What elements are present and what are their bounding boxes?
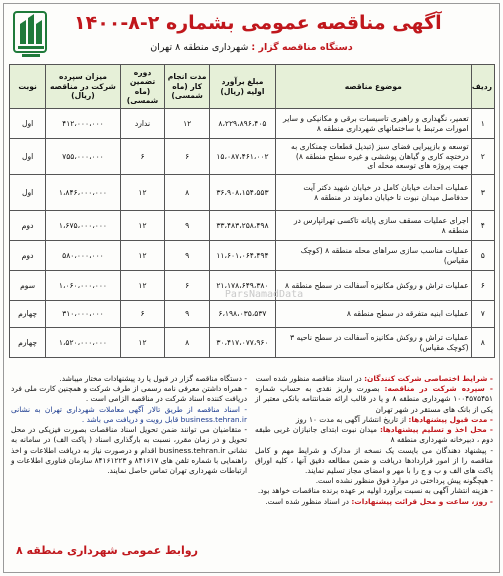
cell-subject: تعمیر، نگهداری و راهبری تاسیسات برقی و مکانیکی و سایر امورات مرتبط با ساختمانهای شهرداری منطقه ۸: [275, 109, 471, 139]
notes-right-column: [255, 374, 493, 507]
note-item: - شرایط اختصاصی شرکت کنندگان: در اسناد مناقصه منظور شده است: [255, 374, 493, 383]
table-row: [10, 139, 495, 175]
cell-warranty: ۶: [120, 301, 165, 328]
note-item: - اسناد مناقصه از طریق تالار آگهی معاملات شهرداری تهران به نشانی business.tehran.ir قابل رویت و دریافت می باشد .: [11, 404, 247, 424]
cell-duration: ۸: [165, 328, 210, 358]
cell-duration: ۹: [165, 301, 210, 328]
cell-subject: عملیات ابنیه متفرقه در سطح منطقه ۸: [275, 301, 471, 328]
cell-no: ۲: [471, 139, 494, 175]
cell-deposit: ۳۱۰،۰۰۰،۰۰۰: [46, 301, 120, 328]
cell-duration: ۸: [165, 175, 210, 211]
note-item: - مدت قبول پیشنهادها: از تاریخ انتشار آگهی به مدت ۱۰ روز: [295, 414, 493, 424]
note-item: - همراه داشتن معرفی نامه رسمی از طرف شرکت و همچنین کارت ملی فرد دریافت کننده اسناد شرکت در مناقصه الزامی است .: [11, 384, 247, 404]
ad-page: [3, 3, 500, 573]
cell-subject: عملیات تراش و روکش مکانیزه آسفالت در سطح ناحیه ۳ (کوچک مقیاس): [275, 328, 471, 358]
cell-warranty: ۱۲: [120, 328, 165, 358]
cell-no: ۷: [471, 301, 494, 328]
cell-no: ۸: [471, 328, 494, 358]
cell-no: ۴: [471, 211, 494, 241]
cell-no: ۵: [471, 241, 494, 271]
cell-subject: توسعه و بازپیرایی فضای سبز (تبدیل قطعات چمنکاری به درختچه کاری و گیاهان پوششی و غیره سطح منطقه ۸) جهت پروژه های توسعه محله ای: [275, 139, 471, 175]
ad-title: آگهی مناقصه عمومی بشماره ۲-۸-۱۴۰۰: [74, 12, 442, 34]
table-header-row: [10, 65, 495, 109]
table-row: [10, 211, 495, 241]
cell-estimate: ۸،۲۲۹،۸۹۶،۴۰۵: [209, 109, 275, 139]
tehran-municipality-logo-icon: [10, 8, 50, 60]
subtitle-label: دستگاه مناقصه گزار :: [251, 42, 353, 53]
cell-deposit: ۱،۵۲۰،۰۰۰،۰۰۰: [46, 328, 120, 358]
cell-subject: عملیات احداث خیابان کامل در خیابان شهید دکتر آیت حدفاصل میدان نبوت تا خیابان دماوند در منطقه ۸: [275, 175, 471, 211]
cell-warranty: ندارد: [120, 109, 165, 139]
cell-duration: ۱۲: [165, 109, 210, 139]
note-item: - هزینه انتشار آگهی به نسبت برآورد اولیه بر عهده برنده مناقصات خواهد بود.: [257, 486, 493, 496]
subtitle-value: شهرداری منطقه ۸ تهران: [150, 42, 249, 53]
col-header: مدت انجام کار (ماه شمسی): [165, 65, 210, 109]
cell-estimate: ۱۱،۶۰۱،۰۶۴،۴۹۴: [209, 241, 275, 271]
cell-turn: اول: [10, 175, 46, 211]
col-header: ردیف: [471, 65, 494, 109]
cell-deposit: ۷۵۵،۰۰۰،۰۰۰: [46, 139, 120, 175]
header: [4, 4, 499, 66]
note-item: - دستگاه مناقصه گزار در قبول یا رد پیشنهادات مختار میباشد.: [59, 374, 247, 383]
cell-no: ۱: [471, 109, 494, 139]
cell-estimate: ۲۱،۱۷۸،۶۴۹،۳۸۰: [209, 271, 275, 301]
table-row: [10, 241, 495, 271]
cell-estimate: ۳۳،۴۸۳،۲۵۸،۴۹۸: [209, 211, 275, 241]
cell-no: ۳: [471, 175, 494, 211]
cell-no: ۶: [471, 271, 494, 301]
cell-turn: دوم: [10, 241, 46, 271]
cell-warranty: ۶: [120, 139, 165, 175]
cell-turn: اول: [10, 109, 46, 139]
cell-duration: ۹: [165, 211, 210, 241]
note-item: - پیشنهاد دهندگان می بایست یک نسخه از مدارک و شرایط مهم و کامل مناقصه را از امور قراردادها دریافت و ضمن مطالعه دقیق آنها ، کلیه اوراق پاکت های الف و ب و ج را با مهر و امضای مجاز تسلیم نمایند.: [255, 445, 493, 475]
ad-subtitle: [64, 42, 439, 53]
table-row: [10, 271, 495, 301]
cell-deposit: ۴۱۲،۰۰۰،۰۰۰: [46, 109, 120, 139]
cell-deposit: ۵۸۰،۰۰۰،۰۰۰: [46, 241, 120, 271]
cell-estimate: ۳۶،۹۰۸،۱۵۴،۵۵۳: [209, 175, 275, 211]
table-row: [10, 301, 495, 328]
cell-turn: سوم: [10, 271, 46, 301]
col-header: مبلغ برآورد اولیه (ریال): [209, 65, 275, 109]
cell-warranty: ۱۲: [120, 211, 165, 241]
cell-deposit: ۱،۶۷۵،۰۰۰،۰۰۰: [46, 211, 120, 241]
cell-turn: چهارم: [10, 328, 46, 358]
cell-subject: عملیات تراش و روکش مکانیزه آسفالت در سطح منطقه ۸: [275, 271, 471, 301]
cell-duration: ۶: [165, 271, 210, 301]
cell-estimate: ۶،۱۹۸،۰۳۵،۵۳۷: [209, 301, 275, 328]
note-item: - روز، ساعت و محل قرائت پیشنهادات: در اسناد منظور شده است.: [265, 496, 493, 506]
cell-deposit: ۱،۸۴۶،۰۰۰،۰۰۰: [46, 175, 120, 211]
col-header: دوره تضمین (ماه شمسی): [120, 65, 165, 109]
cell-warranty: ۱۲: [120, 271, 165, 301]
cell-turn: اول: [10, 139, 46, 175]
col-header: نوبت: [10, 65, 46, 109]
notes-section: [9, 374, 495, 564]
note-item: - متقاضیان می توانند ضمن تحویل اسناد مناقصات بصورت فیزیکی در محل تحویل و در زمان مقرر، نسبت به بارگذاری اسناد ( پاکت الف) در سامانه به نشانی business.tehran.ir اقدام و درصورت نیاز به دریافت اطلاعات و اخذ راهنمایی با شماره تلفن های ۸۴۱۶۱۷ و ۸۴۱۶۱۲۲۳ سازمان فناوری اطلاعات و ارتباطات شهرداری تهران تماس حاصل نمایند.: [11, 425, 247, 475]
cell-turn: دوم: [10, 211, 46, 241]
cell-estimate: ۳۰،۴۱۷،۰۷۷،۹۶۰: [209, 328, 275, 358]
cell-warranty: ۱۲: [120, 175, 165, 211]
watermark-text: ParsNamadData: [224, 289, 304, 300]
cell-warranty: ۱۲: [120, 241, 165, 271]
cell-estimate: ۱۵،۰۸۷،۴۶۱،۰۰۲: [209, 139, 275, 175]
public-relations-signature: روابط عمومی شهرداری منطقه ۸: [16, 544, 198, 557]
note-item: - محل اخذ و تسلیم پیشنهادها: میدان نبوت ابتدای جانبازان غربی طبقه دوم ، دبیرخانه شهرداری منطقه ۸: [255, 425, 493, 445]
table-row: [10, 175, 495, 211]
cell-deposit: ۱،۰۶۰،۰۰۰،۰۰۰: [46, 271, 120, 301]
col-header: موضوع مناقصه: [275, 65, 471, 109]
cell-duration: ۶: [165, 139, 210, 175]
note-item: - سپرده شرکت در مناقصه: بصورت واریز نقدی به حساب شماره ۱۰۰۴۵۷۵۴۵۱ شهرداری منطقه ۸ و یا در قالب ارائه ضمانتنامه بانکی معتبر از یکی از بانک های مستقر در شهر تهران: [255, 384, 493, 414]
cell-duration: ۹: [165, 241, 210, 271]
cell-subject: اجرای عملیات مسقف سازی پایانه تاکسی تهرانپارس در منطقه ۸: [275, 211, 471, 241]
table-row: [10, 328, 495, 358]
notes-left-column: [11, 374, 247, 476]
cell-turn: چهارم: [10, 301, 46, 328]
cell-subject: عملیات مناسب سازی سراهای محله منطقه ۸ (کوچک مقیاس): [275, 241, 471, 271]
col-header: میزان سپرده شرکت در مناقصه (ریال): [46, 65, 120, 109]
table-row: [10, 109, 495, 139]
note-item: - هیچگونه پیش پرداختی در موارد فوق منظور نشده است.: [315, 476, 493, 486]
tender-table: [9, 64, 495, 358]
